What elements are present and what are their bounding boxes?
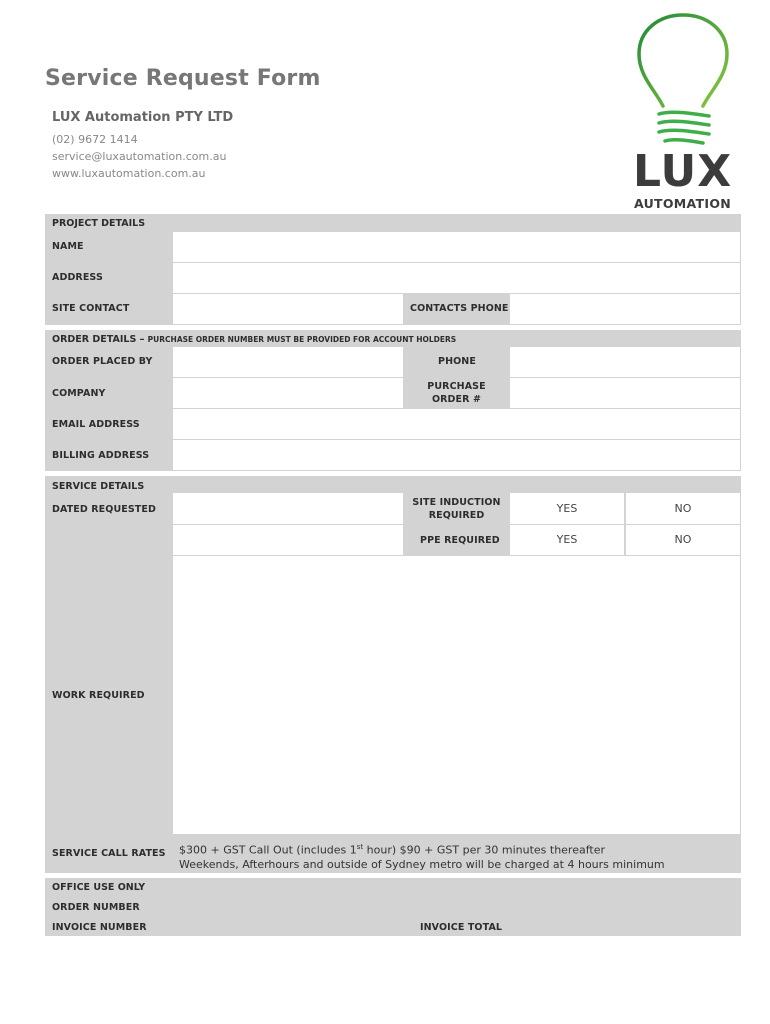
invoice-number-label: INVOICE NUMBER — [52, 922, 147, 933]
email-address-label: EMAIL ADDRESS — [52, 419, 140, 430]
order-number-label: ORDER NUMBER — [52, 902, 140, 913]
service-call-rates-label: SERVICE CALL RATES — [52, 848, 166, 859]
order-phone-field[interactable] — [510, 347, 740, 377]
office-use-heading: OFFICE USE ONLY — [52, 882, 146, 893]
order-details-note: PURCHASE ORDER NUMBER MUST BE PROVIDED FOR ACCOUNT HOLDERS — [147, 335, 457, 344]
dated-requested-field[interactable] — [173, 493, 403, 524]
site-contact-field[interactable] — [173, 294, 403, 324]
company-website: www.luxautomation.com.au — [52, 167, 206, 180]
purchase-order-field[interactable] — [510, 378, 740, 408]
ppe-required-label: PPE REQUIRED — [420, 535, 500, 546]
site-induction-yes-label: YES — [556, 502, 578, 515]
site-contact-label: SITE CONTACT — [52, 303, 130, 314]
company-name: LUX Automation PTY LTD — [52, 110, 234, 125]
billing-address-label: BILLING ADDRESS — [52, 450, 150, 461]
service-call-rates-text — [179, 840, 665, 872]
dated-requested-field-2[interactable] — [173, 525, 403, 555]
dated-requested-label: DATED REQUESTED — [52, 504, 156, 515]
rates-line-1: $300 + GST Call Out (includes 1st hour) $90 + GST per 30 minutes thereafter — [179, 843, 606, 857]
billing-address-field[interactable] — [173, 440, 740, 470]
purchase-order-label-line2: ORDER # — [431, 394, 482, 405]
purchase-order-label — [405, 380, 508, 406]
company-field[interactable] — [173, 378, 403, 408]
ppe-no[interactable] — [626, 525, 740, 555]
address-field[interactable] — [173, 263, 740, 293]
lux-logo — [625, 10, 740, 215]
company-email: service@luxautomation.com.au — [52, 150, 227, 163]
service-details-heading: SERVICE DETAILS — [52, 481, 145, 492]
ppe-no-label: NO — [674, 533, 692, 546]
ppe-yes-label: YES — [556, 533, 578, 546]
logo-wordmark: LUX — [633, 146, 733, 197]
work-required-label: WORK REQUIRED — [52, 690, 145, 701]
address-label: ADDRESS — [52, 272, 103, 283]
company-label: COMPANY — [52, 388, 106, 399]
site-induction-label — [405, 496, 508, 522]
name-label: NAME — [52, 241, 84, 252]
invoice-total-label: INVOICE TOTAL — [420, 922, 503, 933]
site-induction-no-label: NO — [674, 502, 692, 515]
site-induction-no[interactable] — [626, 493, 740, 524]
lightbulb-icon — [625, 10, 740, 160]
logo-subtitle: AUTOMATION — [634, 196, 732, 211]
name-field[interactable] — [173, 232, 740, 262]
project-details-heading: PROJECT DETAILS — [52, 218, 146, 229]
contacts-phone-field[interactable] — [510, 294, 740, 324]
contacts-phone-label: CONTACTS PHONE — [410, 303, 509, 314]
ppe-yes[interactable] — [510, 525, 624, 555]
work-required-field[interactable] — [173, 556, 740, 834]
site-induction-label-line1: SITE INDUCTION — [412, 497, 501, 508]
email-address-field[interactable] — [173, 409, 740, 439]
order-phone-label: PHONE — [438, 356, 476, 367]
rates-line-2: Weekends, Afterhours and outside of Sydney metro will be charged at 4 hours minimum — [179, 857, 665, 871]
site-induction-label-line2: REQUIRED — [428, 510, 485, 521]
order-details-title: ORDER DETAILS – — [52, 334, 145, 345]
order-placed-by-field[interactable] — [173, 347, 403, 377]
order-details-heading — [52, 334, 456, 345]
order-placed-by-label: ORDER PLACED BY — [52, 356, 153, 367]
office-use-section — [45, 878, 741, 936]
page-title: Service Request Form — [45, 66, 321, 91]
purchase-order-label-line1: PURCHASE — [427, 381, 486, 392]
site-induction-yes[interactable] — [510, 493, 624, 524]
company-phone: (02) 9672 1414 — [52, 133, 138, 146]
